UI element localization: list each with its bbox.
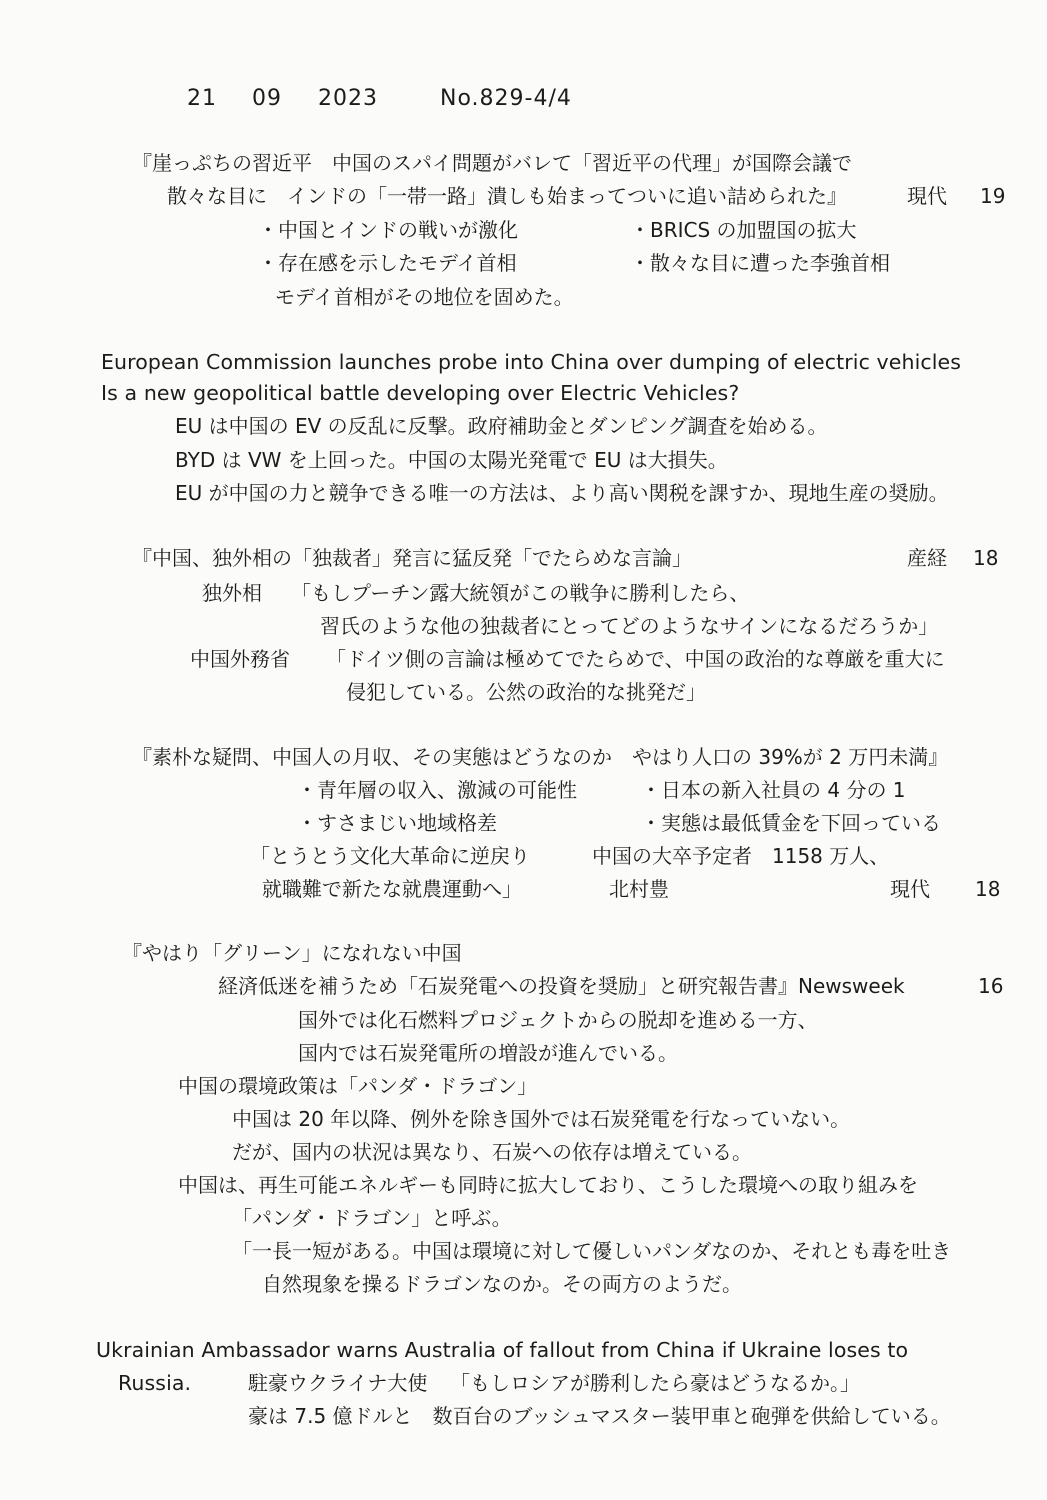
article-3-source: 産経 (907, 546, 947, 570)
article-1-source: 現代 (907, 184, 947, 208)
article-5-line: 国外では化石燃料プロジェクトからの脱却を進める一方、 (298, 1008, 818, 1032)
article-5-line: 自然現象を操るドラゴンなのか。その両方のようだ。 (262, 1272, 742, 1296)
article-5-line: 中国は 20 年以降、例外を除き国外では石炭発電を行なっていない。 (232, 1107, 851, 1131)
article-6-quote: 「もしロシアが勝利したら豪はどうなるか。」 (450, 1371, 860, 1395)
article-4-bullet: ・青年層の収入、激減の可能性 (297, 778, 577, 802)
article-1-page: 19 (980, 184, 1006, 208)
article-1-bullet: ・存在感を示したモデイ首相 (258, 251, 517, 275)
article-2-line: EU が中国の力と競争できる唯一の方法は、より高い関税を課すか、現地生産の奨励。 (175, 481, 949, 505)
article-1-bullet: ・中国とインドの戦いが激化 (258, 218, 518, 242)
article-4-bullet: ・実態は最低賃金を下回っている (641, 811, 941, 835)
article-5-page: 16 (978, 974, 1004, 998)
article-4-source: 現代 (890, 877, 930, 901)
article-3-page: 18 (973, 546, 999, 570)
article-1-note: モデイ首相がその地位を固めた。 (275, 285, 574, 309)
article-5-line: 「パンダ・ドラゴン」と呼ぶ。 (232, 1206, 512, 1230)
article-5-line: 中国は、再生可能エネルギーも同時に拡大しており、こうした環境への取り組みを (178, 1173, 918, 1197)
article-3-quote: 侵犯している。公然の政治的な挑発だ」 (346, 680, 706, 704)
article-3-speaker: 中国外務省 (190, 647, 290, 671)
date-month: 09 (252, 86, 282, 111)
article-4-subtitle: 「とうとう文化大革命に逆戻り (250, 844, 530, 868)
article-4-subtitle: 就職難で新たな就農運動へ」 (262, 877, 522, 901)
article-5-line: 中国の環境政策は「パンダ・ドラゴン」 (178, 1074, 538, 1098)
article-6-title-line2: Russia. (118, 1371, 192, 1395)
article-5-line: だが、国内の状況は異なり、石炭への依存は増えている。 (232, 1140, 752, 1164)
article-4-bullet: ・すさまじい地域格差 (297, 811, 497, 835)
date-year: 2023 (318, 86, 378, 111)
article-2-title-line2: Is a new geopolitical battle developing over Electric Vehicles? (101, 381, 740, 405)
article-4-author: 北村豊 (609, 877, 669, 901)
article-3-speaker: 独外相 (202, 581, 262, 605)
article-2-title-line1: European Commission launches probe into China over dumping of electric vehicles (101, 350, 962, 374)
article-1-bullet: ・BRICS の加盟国の拡大 (630, 218, 857, 242)
article-4-title: 『素朴な疑問、中国人の月収、その実態はどうなのか やはり人口の 39%が 2 万円未満』 (132, 745, 949, 769)
article-3-quote: 習氏のような他の独裁者にとってどのようなサインになるだろうか」 (320, 614, 939, 638)
date-day: 21 (187, 86, 217, 111)
article-2-line: EU は中国の EV の反乱に反撃。政府補助金とダンピング調査を始める。 (175, 414, 828, 438)
article-1-bullet: ・散々な目に遭った李強首相 (630, 251, 890, 275)
article-6-speaker: 駐豪ウクライナ大使 (248, 1371, 428, 1395)
article-6-title-line1: Ukrainian Ambassador warns Australia of fallout from China if Ukraine loses to (96, 1338, 909, 1362)
article-3-quote: 「ドイツ側の言論は極めてでたらめで、中国の政治的な尊厳を重大に (326, 647, 945, 671)
article-5-line: 国内では石炭発電所の増設が進んでいる。 (298, 1041, 678, 1065)
article-5-title-line1: 『やはり「グリーン」になれない中国 (122, 941, 462, 965)
article-3-quote: 「もしプーチン露大統領がこの戦争に勝利したら、 (291, 581, 750, 605)
article-1-title-line1: 『崖っぷちの習近平 中国のスパイ問題がバレて「習近平の代理」が国際会議で (132, 151, 852, 175)
article-1-title-line2: 散々な目に インドの「一帯一路」潰しも始まってついに追い詰められた』 (167, 184, 847, 208)
article-5-title-line2: 経済低迷を補うため「石炭発電への投資を奨励」と研究報告書』Newsweek (218, 974, 905, 998)
article-3-title: 『中国、独外相の「独裁者」発言に猛反発「でたらめな言論」 (132, 546, 692, 570)
article-4-subtitle: 中国の大卒予定者 1158 万人、 (592, 844, 890, 868)
article-6-line: 豪は 7.5 億ドルと 数百台のブッシュマスター装甲車と砲弾を供給している。 (248, 1404, 951, 1428)
issue-number: No.829-4/4 (440, 86, 572, 111)
article-4-page: 18 (975, 877, 1001, 901)
article-5-line: 「一長一短がある。中国は環境に対して優しいパンダなのか、それとも毒を吐き (232, 1239, 952, 1263)
article-2-line: BYD は VW を上回った。中国の太陽光発電で EU は大損失。 (175, 448, 728, 472)
article-4-bullet: ・日本の新入社員の 4 分の 1 (641, 778, 906, 802)
